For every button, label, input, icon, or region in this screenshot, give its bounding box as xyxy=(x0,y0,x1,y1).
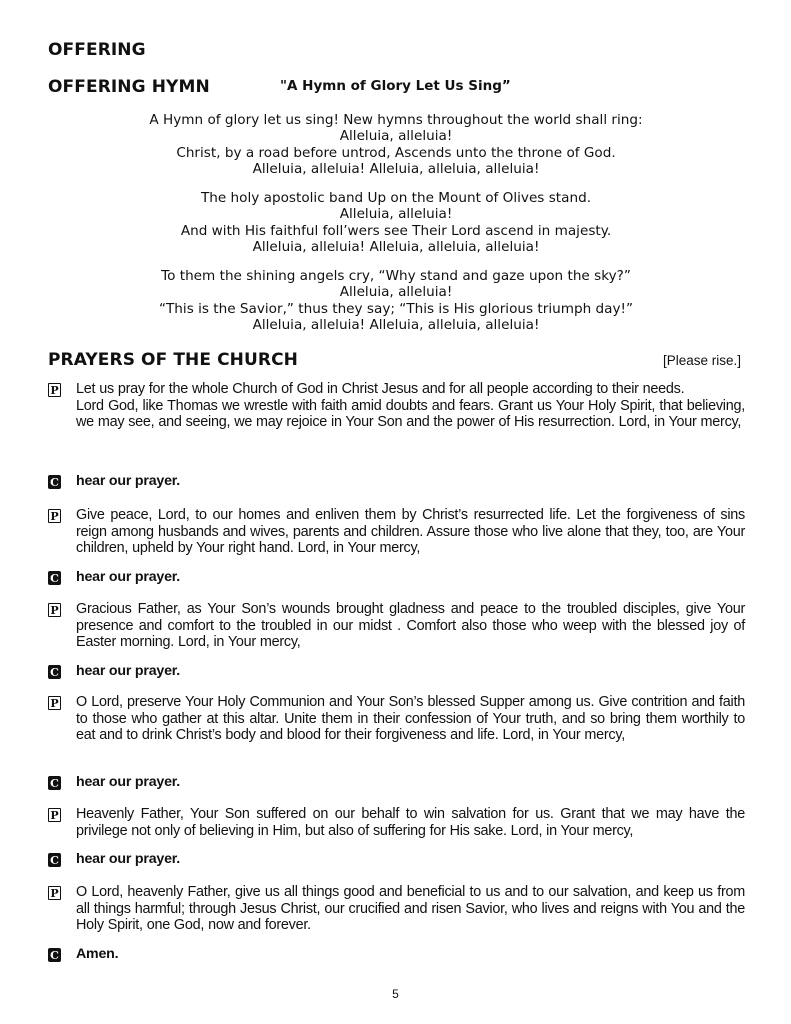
petition-paragraph: O Lord, heavenly Father, give us all things good and beneficial to us and to our salvation, and keep us from all things harmful; through Jesus Christ, our crucified and risen Savior, who lives and reigns with You and the Holy Spirit, one God, now and forever. xyxy=(76,884,745,934)
pastor-marker-icon: P xyxy=(48,509,61,523)
congregation-marker-icon: C xyxy=(48,665,61,679)
congregation-marker-icon: C xyxy=(48,948,61,962)
petition-paragraph: Give peace, Lord, to our homes and enliven them by Christ’s resurrected life. Let the forgiveness of sins reign among husbands and wives, parents and children. Assure those who live alone that they, too, are Your children, upheld by Your right hand. Lord, in Your mercy, xyxy=(76,507,745,557)
pastor-marker-icon: P xyxy=(48,886,61,900)
congregation-response xyxy=(48,774,745,791)
response-text: hear our prayer. xyxy=(76,851,181,867)
congregation-marker-icon: C xyxy=(48,571,61,585)
page-number: 5 xyxy=(392,987,399,1001)
petition-text xyxy=(76,884,745,934)
prayers-heading: PRAYERS OF THE CHURCH xyxy=(48,350,298,370)
prayer-petition xyxy=(48,694,745,744)
rubric-note: [Please rise.] xyxy=(662,353,741,368)
pastor-marker-icon: P xyxy=(48,603,61,617)
petition-text xyxy=(76,694,745,744)
congregation-marker-icon: C xyxy=(48,853,61,867)
hymn-line: The holy apostolic band Up on the Mount of Olives stand. xyxy=(200,190,592,206)
congregation-response xyxy=(48,946,745,963)
prayer-petition xyxy=(48,601,745,651)
hymn-line: “This is the Savior,” thus they say; “This is His glorious triumph day!” xyxy=(158,300,634,317)
petition-paragraph: Gracious Father, as Your Son’s wounds brought gladness and peace to the troubled disciples, give Your presence and comfort to the troubled in our midst . Comfort also those who weep with the blessed joy of Easter morning. Lord, in Your mercy, xyxy=(76,601,745,651)
hymn-verse-2 xyxy=(100,190,692,255)
hymn-line: A Hymn of glory let us sing! New hymns throughout the world shall ring: xyxy=(149,112,643,128)
offering-hymn-heading: OFFERING HYMN xyxy=(48,77,210,97)
congregation-response xyxy=(48,663,745,680)
congregation-marker-icon: C xyxy=(48,776,61,790)
petition-paragraph: Heavenly Father, Your Son suffered on our behalf to win salvation for us. Grant that we may have the privilege not only of believing in Him, but also of suffering for His sake. Lord, in Your mercy, xyxy=(76,806,745,839)
pastor-marker-icon: P xyxy=(48,383,61,397)
hymn-line: To them the shining angels cry, “Why stand and gaze upon the sky?” xyxy=(161,268,631,284)
hymn-line: Christ, by a road before untrod, Ascends unto the throne of God. xyxy=(176,144,616,161)
offering-heading: OFFERING xyxy=(48,40,146,60)
petition-paragraph: Lord God, like Thomas we wrestle with faith amid doubts and fears. Grant us Your Holy Spirit, that believing, we may see, and seeing, we may rejoice in Your Son and the power of His resurrection. Lord, in Your mercy, xyxy=(76,397,745,431)
pastor-marker-icon: P xyxy=(48,696,61,710)
response-text: hear our prayer. xyxy=(76,774,181,790)
hymn-verse-1 xyxy=(100,112,692,177)
response-text: Amen. xyxy=(76,946,119,962)
hymn-title: "A Hymn of Glory Let Us Sing” xyxy=(280,78,511,94)
hymn-line: Alleluia, alleluia! Alleluia, alleluia, alleluia! xyxy=(252,238,540,255)
hymn-line: Alleluia, alleluia! xyxy=(339,284,453,301)
petition-paragraph: Let us pray for the whole Church of God in Christ Jesus and for all people according to their needs. xyxy=(76,381,685,397)
congregation-response xyxy=(48,569,745,586)
response-text: hear our prayer. xyxy=(76,473,181,489)
response-text: hear our prayer. xyxy=(76,569,181,585)
hymn-line: Alleluia, alleluia! Alleluia, alleluia, alleluia! xyxy=(252,316,540,333)
hymn-line: Alleluia, alleluia! xyxy=(339,206,453,223)
hymn-line: And with His faithful foll’wers see Their Lord ascend in majesty. xyxy=(180,222,612,239)
congregation-marker-icon: C xyxy=(48,475,61,489)
pastor-marker-icon: P xyxy=(48,808,61,822)
congregation-response xyxy=(48,473,745,490)
hymn-line: Alleluia, alleluia! Alleluia, alleluia, alleluia! xyxy=(252,160,540,177)
prayer-petition xyxy=(48,381,745,431)
petition-text xyxy=(76,806,745,839)
petition-text xyxy=(76,507,745,557)
hymn-line: Alleluia, alleluia! xyxy=(339,128,453,145)
hymn-verse-3 xyxy=(100,268,692,333)
prayer-petition xyxy=(48,507,745,557)
petition-paragraph: O Lord, preserve Your Holy Communion and Your Son’s blessed Supper among us. Give contrition and faith to those who gather at this altar. Unite them in their confession of Your truth, and so bring them worthily to eat and to drink Christ’s body and blood for their forgiveness and life. Lord, in Your mercy, xyxy=(76,694,745,744)
prayer-petition xyxy=(48,884,745,934)
petition-text xyxy=(76,381,745,431)
response-text: hear our prayer. xyxy=(76,663,181,679)
congregation-response xyxy=(48,851,745,868)
petition-text xyxy=(76,601,745,651)
prayer-petition xyxy=(48,806,745,839)
